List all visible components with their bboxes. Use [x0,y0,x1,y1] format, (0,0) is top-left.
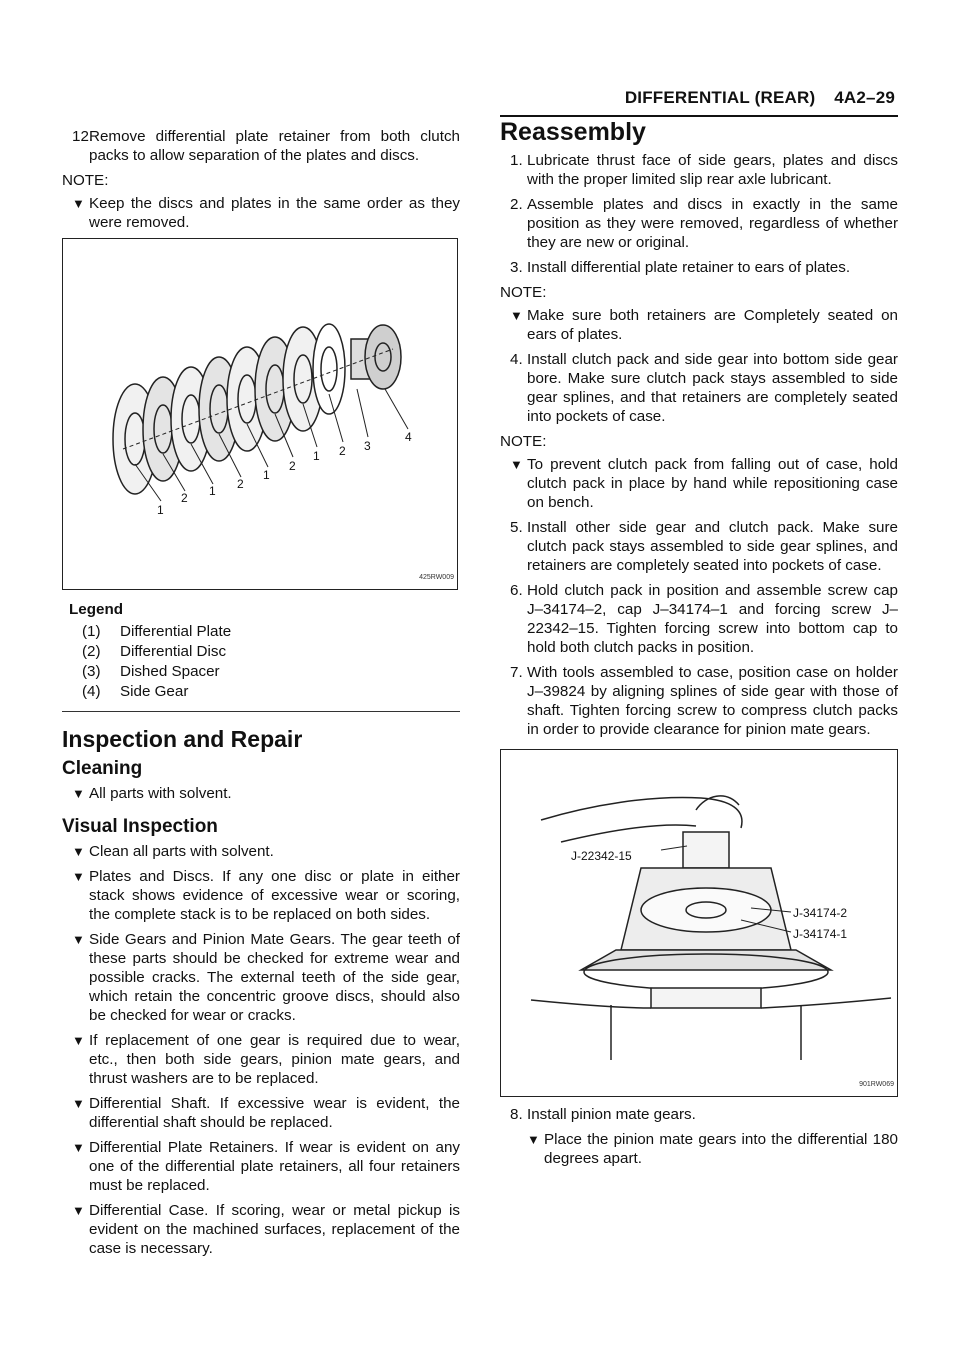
callout-3: 3 [364,439,371,453]
step-5: 5. Install other side gear and clutch pack. Make sure clutch pack stays assembled to side gear splines, and retainers are completely seated into pockets of case. [510,519,898,574]
callout-2a: 2 [181,491,188,505]
callout-1c: 1 [263,468,270,482]
triangle-bullet-icon: ▼ [510,308,523,323]
cleaning-heading: Cleaning [62,758,143,779]
step-8-bullet: ▼ Place the pinion mate gears into the differential 180 degrees apart. [527,1131,898,1167]
tool-label-forcing-screw: J-22342-15 [571,849,632,863]
triangle-bullet-icon: ▼ [72,869,85,884]
figure-tool-assembly [500,749,898,1097]
triangle-bullet-icon: ▼ [510,457,523,472]
page-header [611,88,895,108]
header-page-number: 4A2–29 [834,88,895,107]
note-bullet: ▼ Make sure both retainers are Completely seated on ears of plates. [510,307,898,343]
header-title: DIFFERENTIAL (REAR) [624,88,816,107]
figure-clutch-pack [62,238,458,590]
cleaning-bullet: ▼ All parts with solvent. [72,785,232,802]
legend-item: (1) Differential Plate [82,623,232,640]
right-column [500,118,898,1174]
inspection-bullet: ▼ Clean all parts with solvent. [72,843,274,860]
triangle-bullet-icon: ▼ [72,786,85,801]
note-bullet: ▼ Keep the discs and plates in the same order as they were removed. [72,195,460,231]
triangle-bullet-icon: ▼ [72,196,85,211]
callout-4: 4 [405,430,412,444]
tool-label-screw-cap: J-34174-2 [793,906,848,920]
legend-item: (2) Differential Disc [82,643,227,660]
section-divider [62,711,460,712]
note-label: NOTE: [500,433,547,450]
step-7: 7. With tools assembled to case, position case on holder J–39824 by aligning splines of side gear with those of shaft. Tighten forcing screw to compress clutch packs in order to provide clearance for pinion mate gears. [510,664,898,738]
reassembly-heading: Reassembly [500,118,646,146]
inspection-bullet: ▼ Differential Case. If scoring, wear or metal pickup is evident on the machined surfaces, replacement of the case is necessary. [72,1202,460,1257]
step-8: 8. Install pinion mate gears. [510,1106,696,1123]
triangle-bullet-icon: ▼ [72,1140,85,1155]
inspection-bullet: ▼ Differential Shaft. If excessive wear is evident, the differential shaft should be replaced. [72,1095,460,1131]
note-label: NOTE: [500,284,547,301]
left-column [62,127,460,1264]
note-bullet: ▼ To prevent clutch pack from falling out of case, hold clutch pack in place by hand while repositioning case on bench. [510,456,898,511]
inspection-bullet: ▼ If replacement of one gear is required due to wear, etc., then both side gears, pinion mate gears, and thrust washers are to be replaced. [72,1032,460,1087]
inspection-bullet: ▼ Side Gears and Pinion Mate Gears. The gear teeth of these parts should be checked for extreme wear and possible cracks. The external teeth of the side gear, which retain the concentric groove discs, should also be checked for wear or cracks. [72,931,460,1024]
triangle-bullet-icon: ▼ [72,1203,85,1218]
note-label: NOTE: [62,172,109,189]
triangle-bullet-icon: ▼ [72,1033,85,1048]
step-6: 6. Hold clutch pack in position and assemble screw cap J–34174–2, cap J–34174–1 and forcing screw J–22342–15. Tighten forcing screw into bottom cap to hold both clutch packs in position. [510,582,898,656]
callout-1d: 1 [313,449,320,463]
callout-2c: 2 [289,459,296,473]
legend-item: (3) Dished Spacer [82,663,220,680]
tool-label-cap: J-34174-1 [793,927,848,941]
step-3: 3. Install differential plate retainer to ears of plates. [510,259,851,276]
triangle-bullet-icon: ▼ [72,844,85,859]
header-rule [500,115,898,117]
inspection-bullet: ▼ Differential Plate Retainers. If wear is evident on any one of the differential plate retainers, all four retainers must be replaced. [72,1139,460,1194]
clutch-pack-illustration [63,239,457,589]
figure-code: 425RW009 [419,574,454,581]
figure-code: 901RW069 [859,1081,894,1088]
callout-1a: 1 [157,503,164,517]
triangle-bullet-icon: ▼ [72,932,85,947]
callout-2b: 2 [237,477,244,491]
section-title: Inspection and Repair [62,726,303,752]
triangle-bullet-icon: ▼ [72,1096,85,1111]
callout-2d: 2 [339,444,346,458]
inspection-bullet: ▼ Plates and Discs. If any one disc or plate in either stack shows evidence of excessive wear or scoring, the complete stack is to be replaced on both sides. [72,868,460,923]
legend-title: Legend [69,601,124,618]
step-12: 12.Remove differential plate retainer from both clutch packs to allow separation of the plates and discs. [72,128,460,164]
triangle-bullet-icon: ▼ [527,1132,540,1147]
visual-inspection-heading: Visual Inspection [62,816,218,837]
tool-assembly-illustration [501,750,897,1096]
callout-1b: 1 [209,484,216,498]
legend-item: (4) Side Gear [82,683,189,700]
step-4: 4. Install clutch pack and side gear into bottom side gear bore. Make sure clutch pack stays assembled to side gear splines, and that retainers are completely seated into pockets of case. [510,351,898,425]
step-2: 2. Assemble plates and discs in exactly in the same position as they were removed, regardless of whether they are new or original. [510,196,898,251]
step-1: 1. Lubricate thrust face of side gears, plates and discs with the proper limited slip rear axle lubricant. [510,152,898,188]
